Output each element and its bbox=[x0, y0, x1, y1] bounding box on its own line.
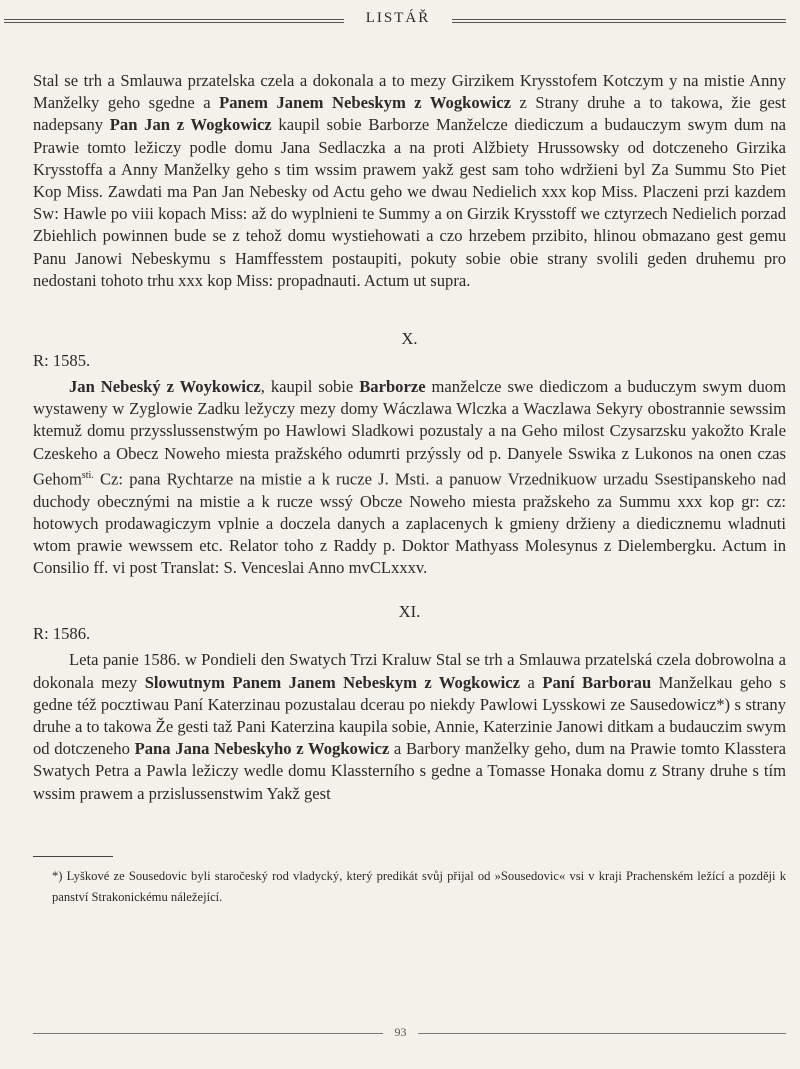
section-number-xi: XI. bbox=[398, 602, 421, 622]
footer-rule-left bbox=[33, 1033, 383, 1034]
text-run: Leta panie 1586. w Pondieli den Swatych Trzi Kraluw Stal se trh a Smlauwa przatelská czela dobrowolna a dokonala mezy bbox=[33, 650, 786, 692]
page-footer bbox=[0, 1025, 800, 1045]
bold-name: Pan Jan z Wogkowicz bbox=[109, 115, 272, 135]
paragraph-3 bbox=[33, 649, 786, 804]
running-header bbox=[0, 6, 800, 36]
text-run: , kaupil sobie bbox=[260, 377, 360, 397]
text-run: Cz: pana Rychtarze na mistie a k rucze J. Msti. a panuow Vrzednikuow urzadu Ssestipanskeho nad duchody obecznými na mistie a k rucze wssý Obcze Noweho miesta pražskeho za Summu xxx kop gr: cz: hotowych prodawagiczym vplnie a doczela danych a zaplacenych k gmieny držieny a diedicznemu wladnuti wtom prawie wewssem etc. Relator toho z Raddy p. Doktor Mathyass Molesynus z Dielembergku. Actum in Consilio ff. vi post Translat: S. Venceslai Anno mvCLxxxv. bbox=[33, 469, 786, 578]
section-year-1586: R: 1586. bbox=[33, 624, 91, 644]
text-run: a Barbory manželky geho, dum na Prawie tomto Klasstera Swatych Petra a Pawla ležiczy wedle domu Klassterního s gedne a Tomasse Honaka domu z Strany druhe s tím wssim prawem a przislussenstwim Yakž gest bbox=[33, 739, 787, 803]
paragraph-1 bbox=[33, 70, 786, 292]
header-rule-left bbox=[4, 19, 344, 23]
text-run: a bbox=[520, 672, 543, 692]
bold-name: Panem Janem Nebeskym z Wogkowicz bbox=[219, 93, 511, 113]
header-rule-right bbox=[452, 19, 786, 23]
bold-name: Jan Nebeský z Woykowicz bbox=[69, 377, 261, 397]
page-body bbox=[33, 70, 786, 805]
bold-name: Slowutnym Panem Janem Nebeskym z Wogkowicz bbox=[144, 672, 521, 692]
footer-rule-right bbox=[418, 1033, 786, 1034]
paragraph-2 bbox=[33, 376, 786, 579]
footnote: *) Lyškové ze Sousedovic byli staročeský rod vladycký, který predikát svůj přijal od »Sousedovic« vsi v kraji Prachenském ležící a později k panství Strakonickému náležející. bbox=[52, 869, 786, 904]
superscript: sti. bbox=[81, 469, 94, 481]
bold-name: Pana Jana Nebeskyho z Wogkowicz bbox=[134, 739, 390, 759]
text-run: Manželkau geho s gedne též pocztiwau Paní Katerzinau pozustalau dcerau po niekdy Pawlowi Lysskowi ze Sausedowicz*) s strany druhe a to takowa Že gesti taž Pani Katerzina kaupila sobie, Annie, Katerzinie Janowi ditkam a budauczim swym od dotczeneho bbox=[33, 672, 787, 759]
running-title: LISTÁŘ bbox=[365, 10, 431, 26]
footnote-rule bbox=[33, 856, 113, 857]
bold-name: Paní Barborau bbox=[542, 672, 652, 692]
section-number-x: X. bbox=[401, 329, 418, 349]
page-number: 93 bbox=[394, 1025, 407, 1039]
bold-name: Barborze bbox=[359, 377, 426, 397]
text-run: kaupil sobie Barborze Manželcze diediczum a budauczym swym dum na Prawie tomto ležiczy podle domu Jana Sedlaczka a na proti Alžbiety Hrussowsky od dotczeneho Girzika Krysstoffa a Anny Manželky geho s tim wssim prawem yakž gest sam toho wdržieni byl Za Summu Sto Piet Kop Miss. Zawdati ma Pan Jan Nebesky od Actu geho we dwau Nedielich xxx kop Miss. Placzeni przi kazdem Sw: Hawle po viii kopach Miss: až do wyplnieni te Summy a on Girzik Krysstoff we cztyrzech Nedielich porzad Zbiehlich powinnen bude se z tehož domu wystiehowati a czo hrzebem przibito, hlinou obmazano gest gemu Panu Janowi Nebeskymu s Hamffesstem postaupiti, pokuty sobie obie strany svolili geden druhemu pro nedostani tohoto trhu xxx kop Miss: propadnauti. Actum ut supra. bbox=[33, 115, 786, 290]
section-year-1585: R: 1585. bbox=[33, 351, 91, 371]
text-run: z Strany druhe a to takowa, žie gest nadepsany bbox=[33, 93, 786, 135]
text-run: manželcze swe diediczom a buduczym swym duom wystaweny w Zyglowie Zadku ležyczy mezy domy Wáczlawa Wlczka a Waczlawa Sekyry obostrannie sewssim ktemuž domu przysslussenstwým po Hawlowi Sladkowi pozustaly a na Geho milost Czysarzsku yakožto Krale Czeskeho a Obecz Noweho miesta pražského odumrti przýssly od p. Danyele Sswika z Lukonos na onen czas Gehom bbox=[33, 377, 786, 489]
text-run: Stal se trh a Smlauwa przatelska czela a dokonala a to mezy Girzikem Krysstofem Kotczym y na mistie Anny Manželky geho sgedne a bbox=[33, 71, 786, 113]
